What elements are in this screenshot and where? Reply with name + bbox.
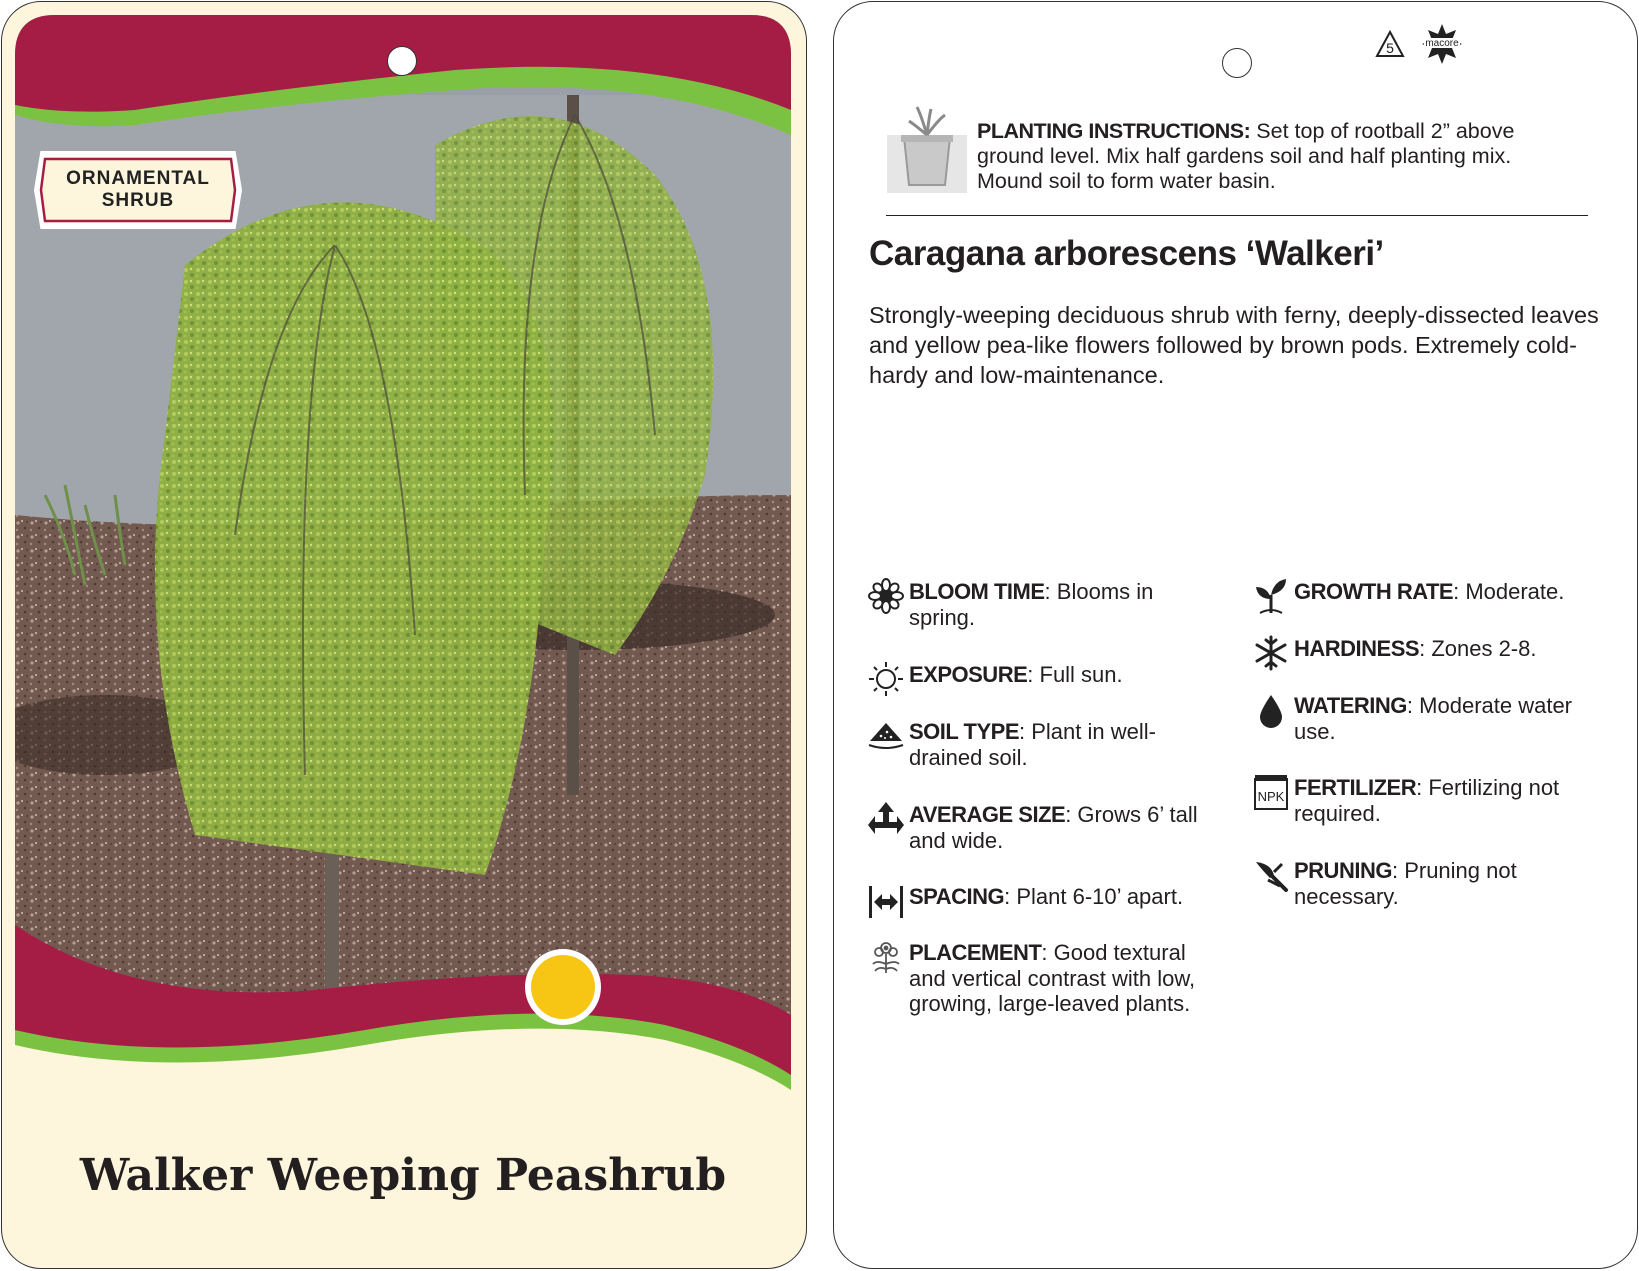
attr-label: SPACING (909, 884, 1005, 909)
snowflake-icon (1252, 634, 1290, 672)
attr-value: Pruning not necessary. (1294, 858, 1517, 909)
attr-value: Blooms in spring. (909, 579, 1154, 630)
attr-growth-rate: GROWTH RATE: Moderate. (1252, 579, 1602, 615)
attr-value: Plant 6-10’ apart. (1016, 884, 1184, 909)
pot-icon (887, 105, 967, 195)
attr-label: BLOOM TIME (909, 579, 1045, 604)
sun-icon (867, 660, 905, 698)
flower-icon (867, 577, 905, 615)
attr-fertilizer: NPK FERTILIZER: Fertilizing not required. (1252, 775, 1602, 826)
attr-value: Good textural and vertical contrast with low, growing, large-leaved plants. (909, 940, 1196, 1016)
attr-label: WATERING (1294, 693, 1407, 718)
size-arrows-icon (867, 800, 905, 838)
recycle-5-icon (1377, 32, 1403, 56)
planting-label: PLANTING INSTRUCTIONS: (977, 119, 1251, 143)
macore-brand: macore (1425, 38, 1459, 49)
planting-instructions (887, 105, 1587, 195)
divider (886, 215, 1588, 216)
attr-value: Zones 2-8. (1431, 636, 1537, 661)
recycle-code: 5 (1386, 40, 1394, 56)
hang-hole (387, 46, 417, 76)
planting-text: Set top of rootball 2” above ground level. Mix half gardens soil and half planting mix. Mound soil to form water basin. (977, 119, 1515, 193)
macore-logo-icon (1422, 24, 1462, 64)
pruners-icon (1252, 856, 1290, 894)
attr-label: FERTILIZER (1294, 775, 1417, 800)
attr-average-size: AVERAGE SIZE: Grows 6’ tall and wide. (867, 802, 1207, 853)
placement-icon (867, 938, 905, 976)
badge-line-1: ORNAMENTAL (66, 168, 210, 189)
npk-bag-icon (1252, 773, 1290, 811)
attr-label: PLACEMENT (909, 940, 1042, 965)
attr-value: Moderate water use. (1294, 693, 1573, 744)
attr-placement: PLACEMENT: Good textural and vertical contrast with low, growing, large-leaved plants. (867, 940, 1212, 1017)
recycle-marks (1372, 20, 1482, 73)
category-badge (33, 150, 243, 230)
attr-soil-type: SOIL TYPE: Plant in well-drained soil. (867, 719, 1177, 770)
attr-spacing: SPACING: Plant 6-10’ apart. (867, 884, 1207, 920)
npk-text: NPK (1257, 789, 1285, 804)
hang-hole-back (1222, 48, 1252, 78)
attr-label: HARDINESS (1294, 636, 1420, 661)
attr-watering: WATERING: Moderate water use. (1252, 693, 1602, 744)
soil-icon (867, 717, 905, 755)
attr-value: Full sun. (1039, 662, 1123, 687)
water-drop-icon (1252, 691, 1290, 729)
scientific-name: Caragana arborescens ‘Walkeri’ (869, 234, 1384, 273)
attr-value: Grows 6’ tall and wide. (909, 802, 1198, 853)
common-name: Walker Weeping Peashrub (79, 1150, 727, 1201)
attr-label: SOIL TYPE (909, 719, 1020, 744)
attr-value: Plant in well-drained soil. (909, 719, 1156, 770)
attr-exposure: EXPOSURE: Full sun. (867, 662, 1177, 698)
attr-value: Moderate. (1465, 579, 1565, 604)
attr-label: AVERAGE SIZE (909, 802, 1066, 827)
attr-label: EXPOSURE (909, 662, 1028, 687)
attr-pruning: PRUNING: Pruning not necessary. (1252, 858, 1602, 909)
attr-label: PRUNING (1294, 858, 1392, 883)
plant-description: Strongly-weeping deciduous shrub with ferny, deeply-dissected leaves and yellow pea-like flowers followed by brown pods. Extremely cold-hardy and low-maintenance. (869, 302, 1599, 388)
attr-hardiness: HARDINESS: Zones 2-8. (1252, 636, 1602, 672)
attr-value: Fertilizing not required. (1294, 775, 1560, 826)
badge-line-2: SHRUB (101, 190, 175, 211)
sprout-icon (1252, 577, 1290, 615)
attr-label: GROWTH RATE (1294, 579, 1454, 604)
attr-bloom-time: BLOOM TIME: Blooms in spring. (867, 579, 1177, 630)
spacing-arrows-icon (867, 882, 905, 920)
